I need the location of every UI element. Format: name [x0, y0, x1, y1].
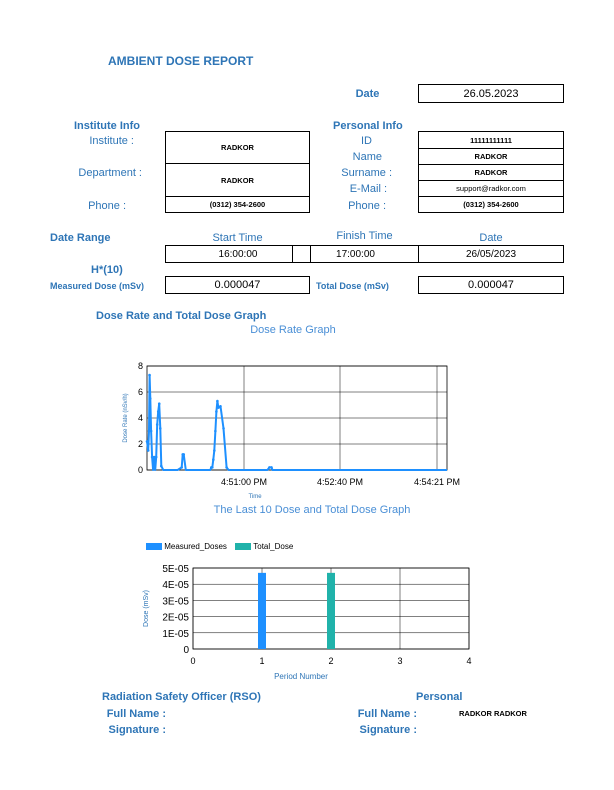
rate-data-point — [222, 427, 225, 430]
total-dose-value: 0.000047 — [418, 276, 564, 294]
bar-yaxis-label: Dose (mSv) — [143, 590, 150, 627]
rso-fullname-label: Full Name : — [106, 708, 166, 720]
institute-value: RADKOR — [165, 131, 310, 164]
rate-ytick-label: 0 — [137, 465, 143, 475]
dose-quantity-label: H*(10) — [91, 264, 123, 276]
rate-xtick-label: 4:54:21 PM — [413, 477, 461, 487]
rate-data-point — [225, 466, 228, 469]
bar-ytick-label: 3E-05 — [162, 596, 189, 608]
institute-label: Institute : — [89, 135, 134, 147]
legend-total-label: Total_Dose — [253, 542, 294, 551]
rate-data-point — [147, 449, 150, 452]
rate-xaxis-label: Time — [248, 494, 262, 500]
report-date-label: Date — [355, 88, 380, 100]
bar-ytick-label: 4E-05 — [162, 580, 189, 592]
rso-heading: Radiation Safety Officer (RSO) — [102, 691, 261, 703]
bar-xaxis-label: Period Number — [274, 672, 328, 681]
rate-data-point — [160, 465, 163, 468]
personal-signature-label: Signature : — [359, 724, 417, 736]
legend-measured-label: Measured_Doses — [164, 542, 227, 551]
legend-total-swatch — [235, 543, 251, 550]
rate-data-point — [157, 410, 160, 413]
rate-data-point — [182, 453, 185, 456]
rate-data-point — [270, 466, 273, 469]
rate-data-point — [155, 456, 158, 459]
rate-data-point — [159, 427, 162, 430]
rate-data-point — [158, 402, 161, 405]
department-value: RADKOR — [165, 163, 310, 197]
range-date-value: 26/05/2023 — [418, 245, 564, 263]
rate-ytick-label: 6 — [137, 387, 143, 397]
rate-ytick-label: 2 — [137, 439, 143, 449]
rate-data-point — [156, 423, 159, 426]
dose-rate-chart-title: Dose Rate Graph — [250, 324, 336, 336]
institute-heading: Institute Info — [74, 120, 140, 132]
personal-fullname-label: Full Name : — [357, 708, 417, 720]
measured-dose-bar — [258, 573, 266, 649]
personal-phone-value: (0312) 354-2600 — [418, 196, 564, 213]
id-value: 11111111111 — [418, 131, 564, 149]
bar-legend — [146, 542, 293, 551]
surname-value: RADKOR — [418, 164, 564, 181]
bar-xtick-label: 0 — [190, 656, 196, 666]
dose-bar-chart-title: The Last 10 Dose and Total Dose Graph — [213, 504, 411, 516]
report-title: AMBIENT DOSE REPORT — [108, 54, 254, 68]
bar-ytick-label: 5E-05 — [162, 564, 189, 575]
email-label: E-Mail : — [349, 183, 387, 195]
personal-signature-heading: Personal — [416, 691, 463, 703]
rate-data-point — [211, 466, 214, 469]
bar-xtick-label: 1 — [259, 656, 265, 666]
rate-data-point — [148, 374, 151, 377]
bar-ytick-label: 0 — [183, 645, 189, 656]
start-time-value: 16:00:00 — [165, 245, 311, 263]
graphs-heading: Dose Rate and Total Dose Graph — [96, 310, 267, 322]
personal-fullname-value: RADKOR RADKOR — [459, 709, 527, 718]
range-date-label: Date — [479, 232, 503, 244]
rate-ytick-label: 4 — [137, 413, 143, 423]
rate-xtick-label: 4:51:00 PM — [220, 477, 268, 487]
name-value: RADKOR — [418, 148, 564, 165]
rate-data-point — [215, 410, 218, 413]
total-dose-bar — [327, 573, 335, 649]
start-time-label: Start Time — [212, 232, 263, 244]
finish-time-value: 17:00:00 — [292, 245, 419, 263]
rate-data-point — [212, 458, 215, 461]
name-label: Name — [352, 151, 382, 163]
bar-ytick-label: 1E-05 — [162, 628, 189, 640]
rate-data-point — [214, 430, 217, 433]
rate-data-point — [150, 430, 153, 433]
bar-xtick-label: 2 — [328, 656, 334, 666]
measured-dose-value: 0.000047 — [165, 276, 310, 294]
rso-signature-label: Signature : — [108, 724, 166, 736]
legend-measured-swatch — [146, 543, 162, 550]
rate-ytick-label: 8 — [137, 361, 143, 371]
rate-xtick-label: 4:52:40 PM — [316, 477, 364, 487]
id-label: ID — [361, 135, 372, 147]
personal-heading: Personal Info — [333, 120, 403, 132]
personal-phone-label: Phone : — [348, 200, 386, 212]
rate-data-point — [180, 466, 183, 469]
department-label: Department : — [78, 167, 142, 179]
rate-data-point — [146, 440, 149, 443]
date-range-label: Date Range — [50, 232, 111, 244]
rate-data-point — [216, 400, 219, 403]
total-dose-label: Total Dose (mSv) — [316, 281, 389, 291]
bar-xtick-label: 3 — [397, 656, 403, 666]
rate-series-line — [147, 375, 447, 470]
rate-yaxis-label: Dose Rate (nSv/h) — [123, 393, 129, 443]
rate-data-point — [213, 449, 216, 452]
institute-phone-value: (0312) 354-2600 — [165, 196, 310, 213]
finish-time-label: Finish Time — [336, 230, 393, 242]
rate-data-point — [149, 397, 152, 400]
surname-label: Surname : — [341, 167, 392, 179]
measured-dose-label: Measured Dose (mSv) — [50, 281, 145, 291]
dose-rate-chart — [110, 355, 470, 500]
report-date-value: 26.05.2023 — [418, 84, 564, 103]
bar-ytick-label: 2E-05 — [162, 612, 189, 624]
bar-xtick-label: 4 — [466, 656, 472, 666]
rate-data-point — [219, 405, 222, 408]
institute-phone-label: Phone : — [88, 200, 126, 212]
email-value: support@radkor.com — [418, 180, 564, 197]
dose-bar-chart — [130, 560, 490, 685]
